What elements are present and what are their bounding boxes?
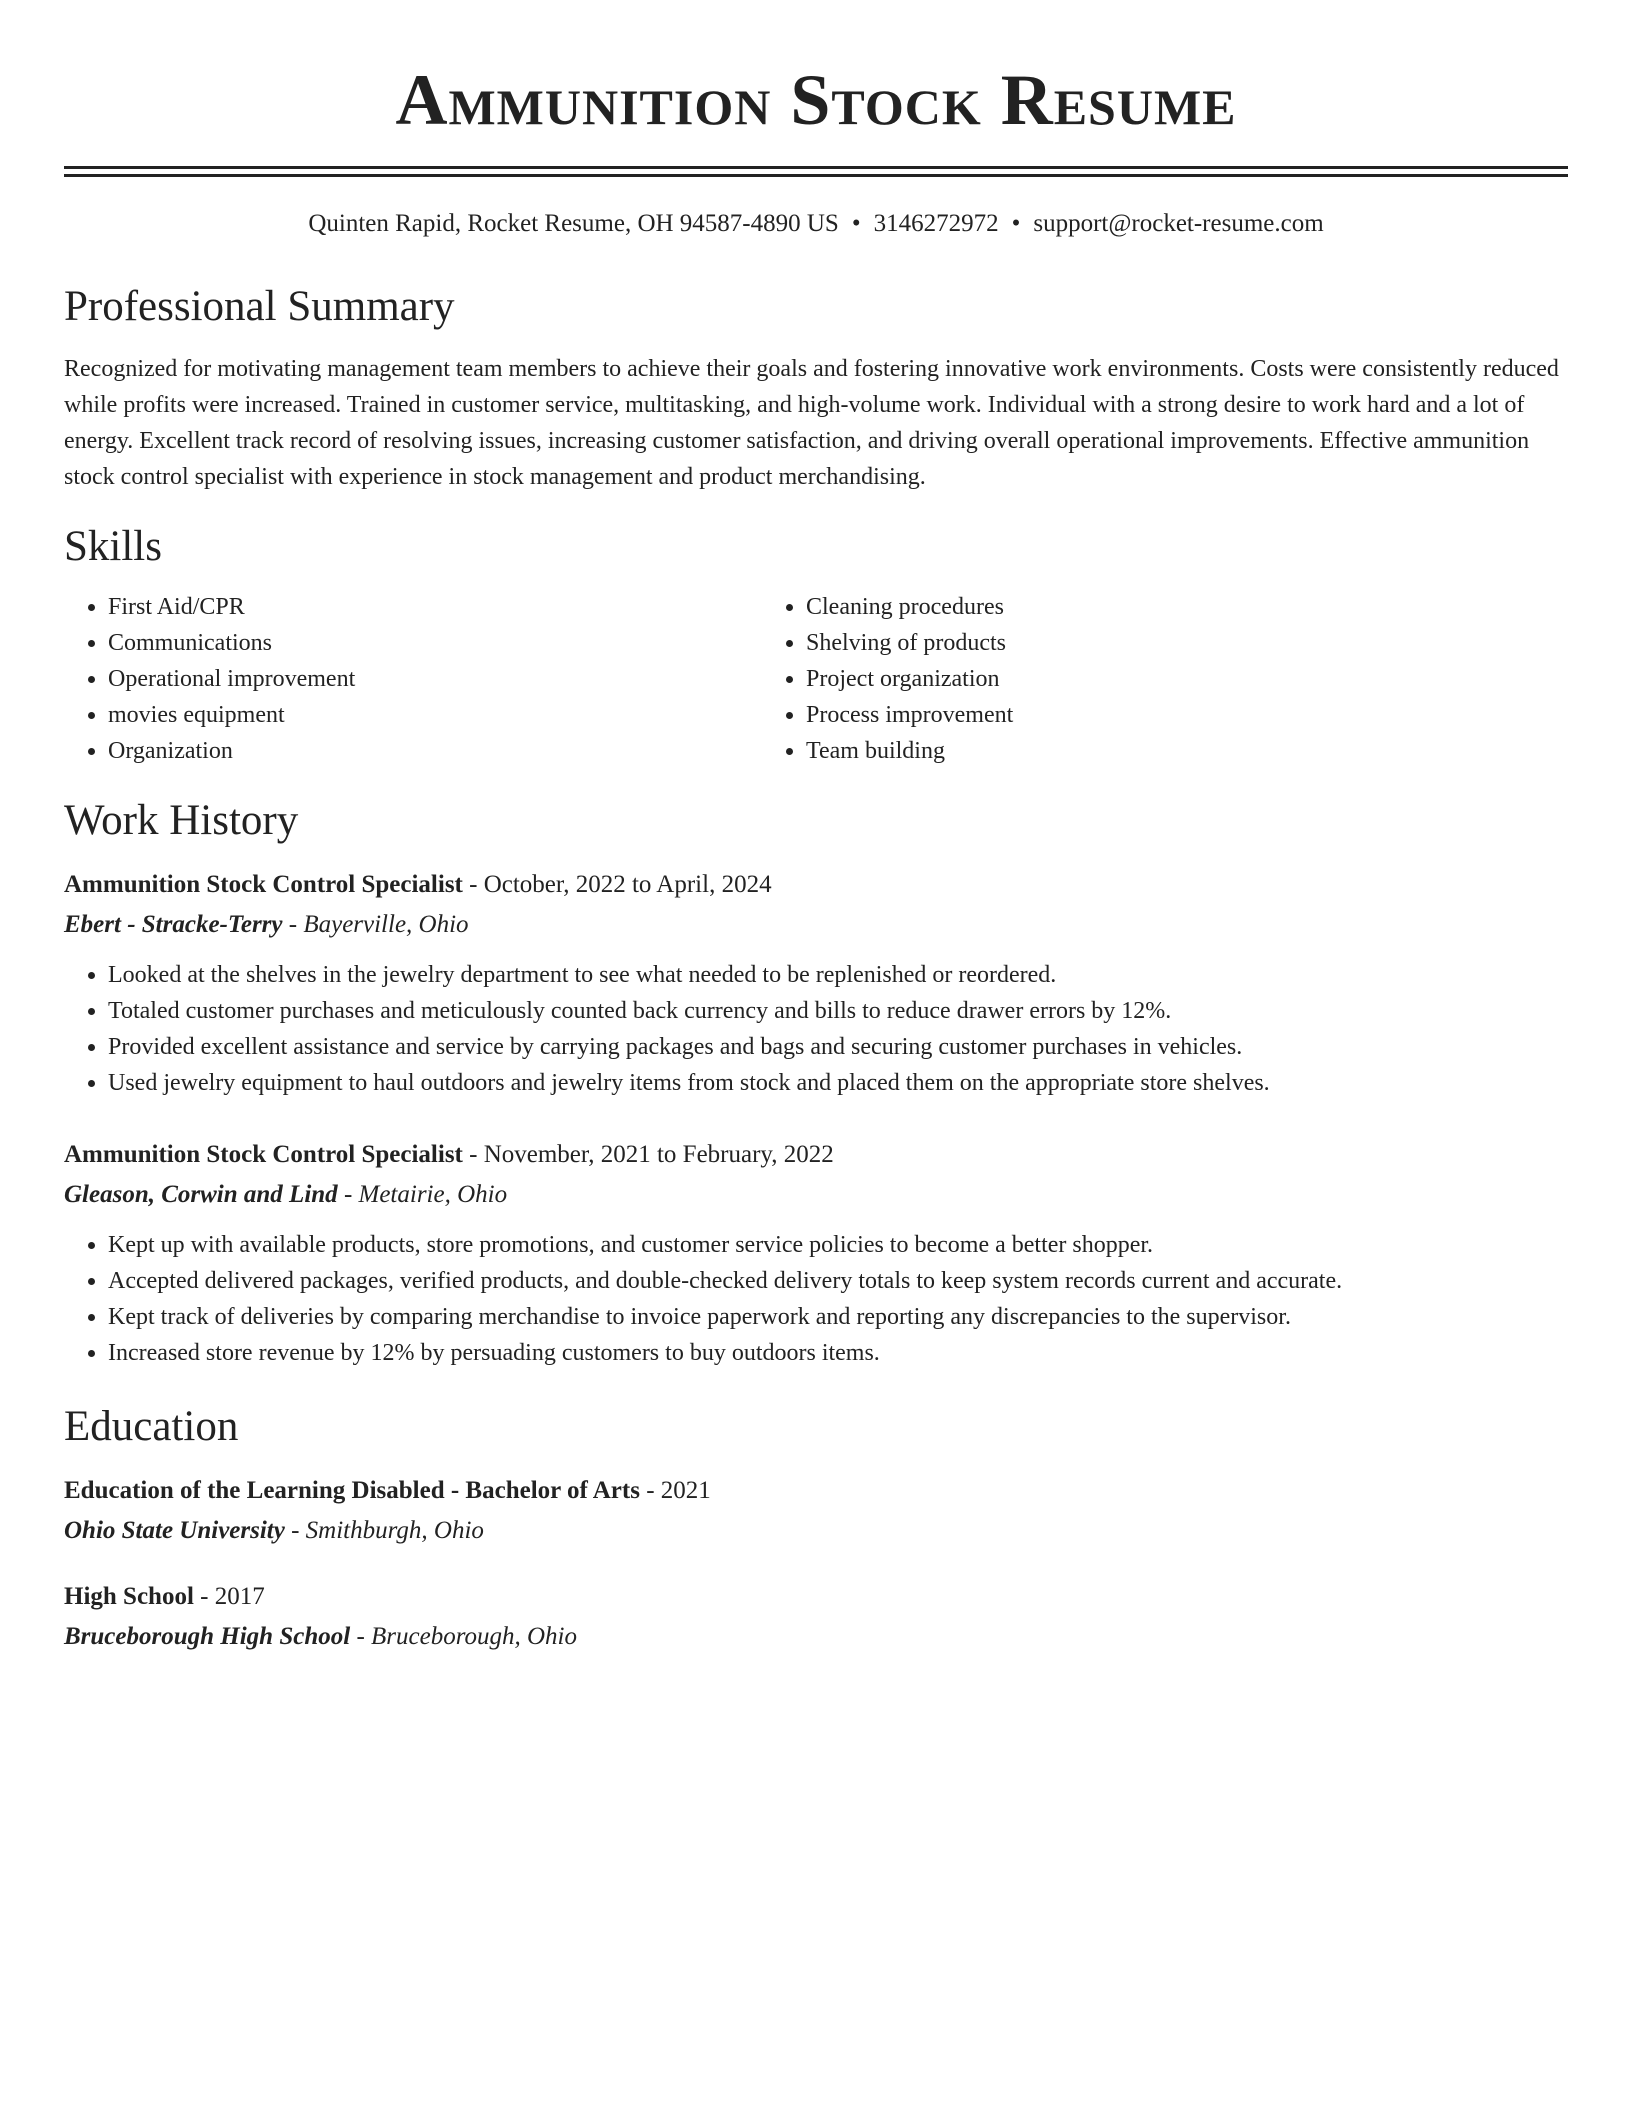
degree-name: High School (64, 1583, 194, 1610)
degree-year: - 2017 (193, 1583, 265, 1610)
job-bullets (64, 957, 1568, 1101)
education-entry (64, 1579, 1568, 1655)
summary-text: Recognized for motivating management team members to achieve their goals and fostering innovative work environments. Costs were consistently reduced while profits were increased. Trained in customer service, multitasking, and high-volume work. Individual with a strong desire to work hard and a lot of energy. Excellent track record of resolving issues, increasing customer satisfaction, and driving overall operational improvements. Effective ammunition stock control specialist with experience in stock management and product merchandising. (64, 356, 1559, 490)
job-title: Ammunition Stock Control Specialist (64, 1141, 463, 1168)
job-dates: - October, 2022 to April, 2024 (462, 871, 772, 898)
job-bullet: • Totaled customer purchases and meticulously counted back currency and bills to reduce drawer errors by 12%. (108, 993, 1568, 1029)
skills-column-left (64, 589, 762, 769)
job-bullet: • Kept up with available products, store promotions, and customer service policies to become a better shopper. (108, 1227, 1568, 1263)
job-bullet: • Kept track of deliveries by comparing merchandise to invoice paperwork and reporting any discrepancies to the supervisor. (108, 1299, 1568, 1335)
skill-item: • Project organization (806, 661, 1460, 697)
degree-line (64, 1579, 1568, 1615)
skills-list (64, 589, 1568, 769)
skills-heading: Skills (64, 523, 162, 570)
skill-item: • Process improvement (806, 697, 1460, 733)
contact-phone: 3146272972 (873, 210, 999, 237)
job-entry (64, 1137, 1568, 1371)
job-title: Ammunition Stock Control Specialist (64, 871, 463, 898)
title-double-rule (64, 166, 1568, 177)
degree-line (64, 1473, 1568, 1509)
contact-email: support@rocket-resume.com (1033, 210, 1324, 237)
job-bullet: • Provided excellent assistance and service by carrying packages and bags and securing customer purchases in vehicles. (108, 1029, 1568, 1065)
job-bullet: • Increased store revenue by 12% by persuading customers to buy outdoors items. (108, 1335, 1568, 1371)
skill-item: • Team building (806, 733, 1460, 769)
job-bullets (64, 1227, 1568, 1371)
contact-separator: • (851, 210, 861, 237)
employer-location: - Bayerville, Ohio (282, 911, 469, 938)
skill-item: • Operational improvement (108, 661, 762, 697)
contact-line (64, 207, 1568, 241)
skill-item: • Cleaning procedures (806, 589, 1460, 625)
education-entry (64, 1473, 1568, 1549)
job-entry (64, 867, 1568, 1101)
employer-name: Ebert - Stracke-Terry (64, 911, 283, 938)
skill-item: • First Aid/CPR (108, 589, 762, 625)
degree-name: Education of the Learning Disabled - Bachelor of Arts (64, 1477, 640, 1504)
school-location: - Bruceborough, Ohio (350, 1623, 578, 1650)
school-name: Bruceborough High School (64, 1623, 351, 1650)
work-history-heading: Work History (64, 797, 299, 844)
school-line (64, 1619, 1568, 1655)
job-bullet: • Looked at the shelves in the jewelry department to see what needed to be replenished or reordered. (108, 957, 1568, 993)
job-bullet: • Used jewelry equipment to haul outdoors and jewelry items from stock and placed them on the appropriate store shelves. (108, 1065, 1568, 1101)
employer-line (64, 1177, 1568, 1213)
summary-heading: Professional Summary (64, 283, 455, 330)
skill-item: • Shelving of products (806, 625, 1460, 661)
skill-item: • Organization (108, 733, 762, 769)
job-dates: - November, 2021 to February, 2022 (462, 1141, 834, 1168)
employer-line (64, 907, 1568, 943)
job-bullet: • Accepted delivered packages, verified products, and double-checked delivery totals to keep system records current and accurate. (108, 1263, 1568, 1299)
contact-separator: • (1011, 210, 1021, 237)
contact-address: Quinten Rapid, Rocket Resume, OH 94587-4890 US (308, 210, 839, 237)
job-title-line (64, 1137, 1568, 1173)
skill-item: • Communications (108, 625, 762, 661)
degree-year: - 2021 (639, 1477, 711, 1504)
skills-column-right (762, 589, 1460, 769)
skill-item: • movies equipment (108, 697, 762, 733)
school-line (64, 1513, 1568, 1549)
education-heading: Education (64, 1403, 239, 1450)
employer-location: - Metairie, Ohio (337, 1181, 508, 1208)
job-title-line (64, 867, 1568, 903)
resume-title: Ammunition Stock Resume (395, 60, 1237, 140)
school-location: - Smithburgh, Ohio (284, 1517, 484, 1544)
school-name: Ohio State University (64, 1517, 285, 1544)
employer-name: Gleason, Corwin and Lind (64, 1181, 338, 1208)
